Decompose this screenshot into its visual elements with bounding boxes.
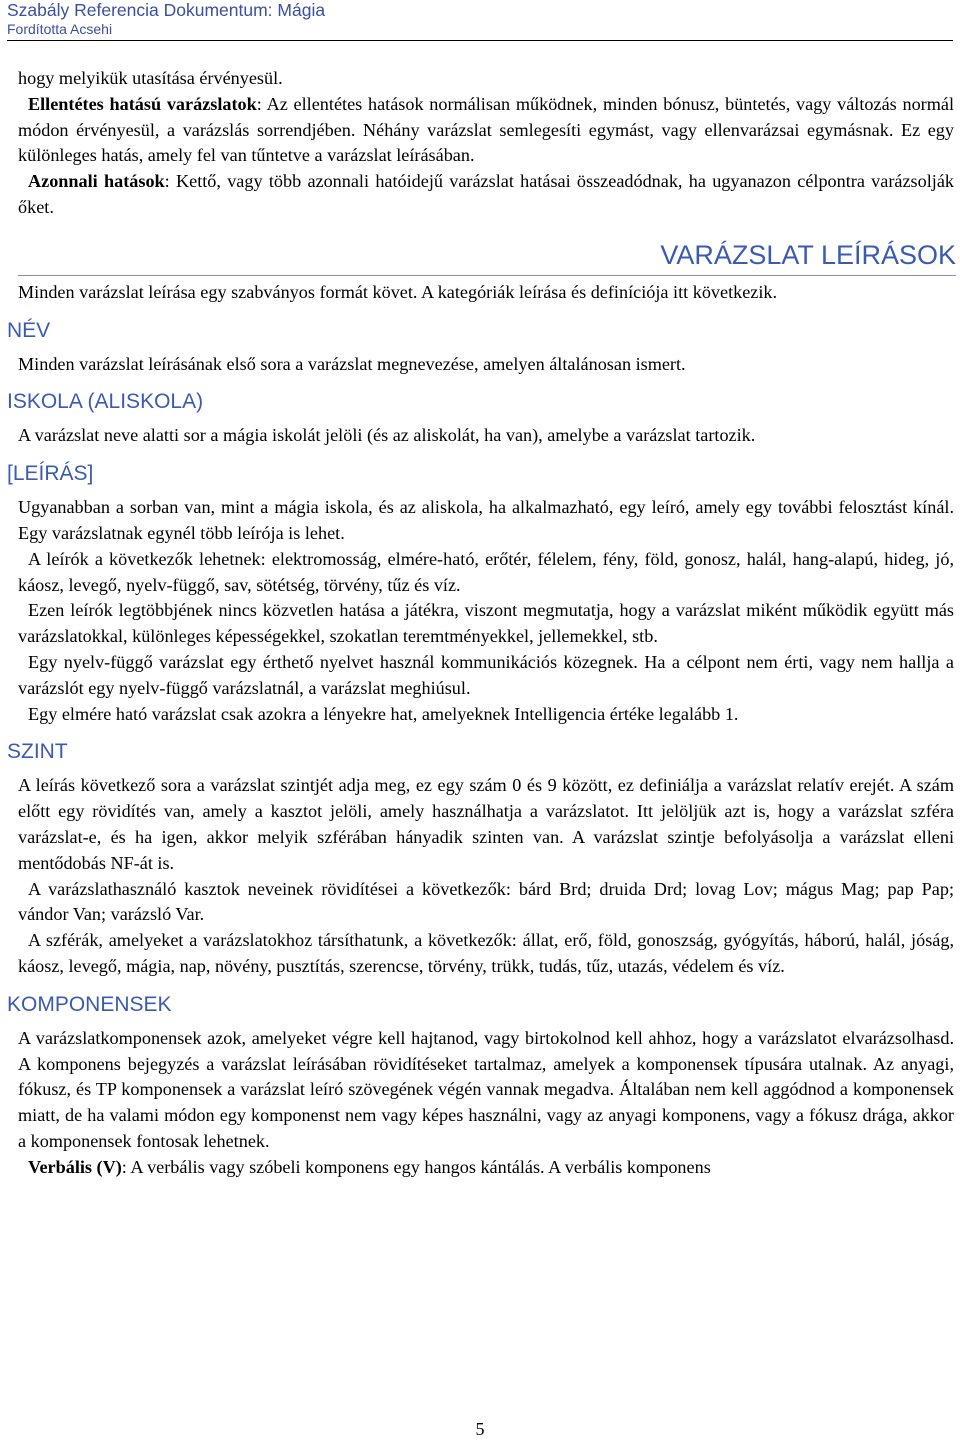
paragraph: Ezen leírók legtöbbjének nincs közvetlen hatása a játékra, viszont megmutatja, hogy a varázslat miként működik együtt más varázslatokkal, különleges képességekkel, szokatlan teremtményekkel, jellemekkel, stb. [18,600,954,647]
section-title-spell-descriptions: VARÁZSLAT LEÍRÁSOK [18,237,956,276]
paragraph [18,92,954,169]
paragraph: A varázslatkomponensek azok, amelyeket végre kell hajtanod, vagy birtokolnod kell ahhoz, hogy a varázslatot elvarázsolhasd. A komponens bejegyzés a varázslat leírásában rövidítéseket tartalmaz, amelyek a komponensek típusára utalnak. Az anyagi, fókusz, és TP komponensek a varázslat leíró szövegének végén vannak megadva. Általában nem kell aggódnod a komponensek miatt, de ha valami módon egy komponenst nem vagy képes használni, vagy az anyagi komponens, vagy a fókusz drága, akkor a komponensek fontosak lehetnek. [18,1027,954,1151]
term: Ellentétes hatású varázslatok [28,93,257,114]
paragraph: Egy nyelv-függő varázslat egy érthető nyelvet használ kommunikációs közegnek. Ha a célpont nem érti, vagy nem hallja a varázslót egy nyelv-függő varázslatnál, a varázslat meghiúsul. [18,651,954,698]
section-title-name: NÉV [7,318,51,342]
paragraph: A szférák, amelyeket a varázslatokhoz társíthatunk, a következők: állat, erő, föld, gonoszság, gyógyítás, háború, halál, jóság, káosz, levegő, mágia, nap, növény, pusztítás, szerencse, törvény, trükk, tudás, tűz, utazás, védelem és víz. [18,930,954,976]
paragraph [18,169,954,221]
paragraph: Ugyanabban a sorban van, mint a mágia iskola, és az aliskola, ha alkalmazható, egy leíró, amely egy további felosztást kínál. Egy varázslatnak egynél több leírója is lehet. [18,497,954,543]
paragraph: A varázslathasználó kasztok neveinek rövidítései a következők: bárd Brd; druida Drd; lovag Lov; mágus Mag; pap Pap; vándor Van; varázsló Var. [18,878,954,925]
paragraph: Egy elmére ható varázslat csak azokra a lényekre hat, amelyeknek Intelligencia értéke legalább 1. [28,703,739,724]
paragraph: Minden varázslat leírásának első sora a varázslat megnevezése, amelyen általánosan ismert. [18,353,686,374]
term: Azonnali hatások [28,171,165,192]
section-title-level: SZINT [7,740,68,764]
page-number: 5 [475,1419,485,1439]
translator-credit: Fordította Acsehi [7,21,113,37]
paragraph: Minden varázslat leírása egy szabványos formát követ. A kategóriák leírása és definíciója itt következik. [18,281,778,302]
page-content [7,66,956,1181]
term: Verbális (V) [28,1156,122,1177]
paragraph: A varázslat neve alatti sor a mágia iskolát jelöli (és az aliskolát, ha van), amelybe a varázslat tartozik. [18,425,756,446]
section-title-descriptor: [LEÍRÁS] [7,462,94,486]
paragraph-text: : Kettő, vagy több azonnali hatóidejű varázslat hatásai összeadódnak, ha ugyanazon célpontra varázsolják őket. [18,171,954,217]
paragraph: hogy melyikük utasítása érvényesül. [18,68,283,88]
section-title-school: ISKOLA (ALISKOLA) [7,390,204,414]
paragraph: A leírás következő sora a varázslat szintjét adja meg, ez egy szám 0 és 9 között, ez definiálja a varázslat relatív erejét. A szám előtt egy rövidítés van, amely a kasztot jelöli, amely használhatja a varázslatot. Itt jelöljük azt is, hogy a varázslat szféra varázslat-e, és ha igen, akkor melyik szférában hányadik szinten van. A varázslat szintje befolyásolja a varázslat elleni mentődobás NF-át is. [18,775,954,873]
section-title-components: KOMPONENSEK [7,992,172,1016]
paragraph-text: : A verbális vagy szóbeli komponens egy hangos kántálás. A verbális komponens [121,1156,711,1177]
paragraph-text: : Az ellentétes hatások normálisan működnek, minden bónusz, büntetés, vagy változás normál módon érvényesül, a varázslás sorrendjében. Néhány varázslat semlegesíti egymást, vagy ellenvarázsai egymásnak. Ez egy különleges hatás, amely fel van tűntetve a varázslat leírásában. [18,93,955,166]
document-title: Szabály Referencia Dokumentum: Mágia [7,0,326,20]
paragraph: A leírók a következők lehetnek: elektromosság, elmére-ható, erőtér, félelem, fény, föld, gonosz, halál, hang-alapú, hideg, jó, káosz, levegő, nyelv-függő, sav, sötétség, törvény, tűz és víz. [18,548,954,595]
page-header [7,0,953,41]
paragraph [18,1155,954,1181]
